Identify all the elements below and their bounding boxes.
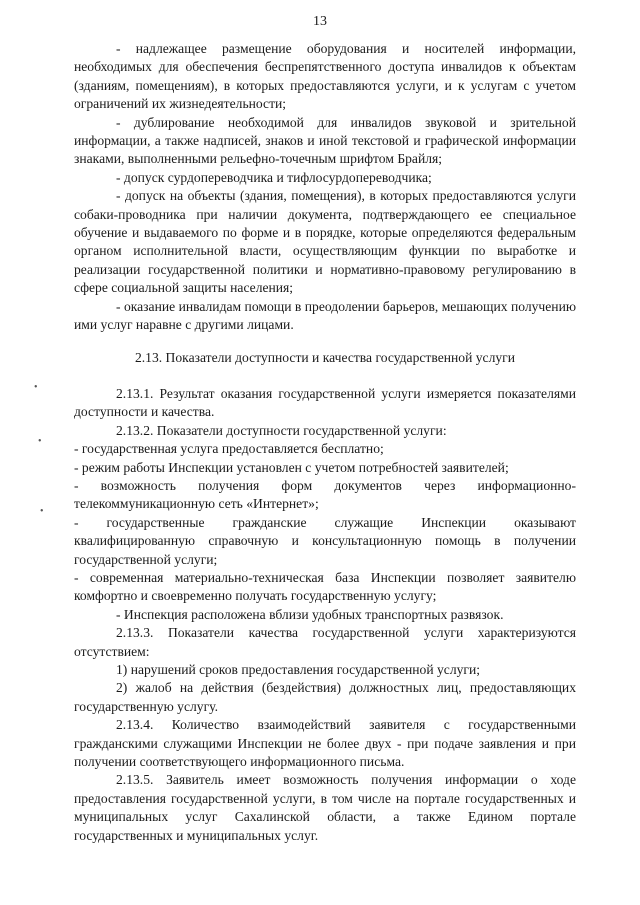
page-number: 13 — [313, 14, 327, 29]
paragraph: 2.13.1. Результат оказания государственной услуги измеряется показателями доступности и качества. — [74, 385, 576, 420]
paragraph: - государственные гражданские служащие Инспекции оказывают квалифицированную справочную и консультационную помощь в получении государственной услуги; — [74, 514, 576, 567]
paragraph: 1) нарушений сроков предоставления государственной услуги; — [116, 662, 481, 677]
scan-mark: • — [34, 382, 38, 393]
paragraph: - возможность получения форм документов через информационно-телекоммуникационную сеть «Интернет»; — [74, 477, 576, 512]
section-2-13-body — [74, 385, 576, 845]
paragraph: 2.13.5. Заявитель имеет возможность получения информации о ходе предоставления государственной услуги, в том числе на портале государственных и муниципальных услуг Сахалинской области, а также Едином портале государственных и муниципальных услуг. — [74, 772, 576, 843]
paragraph: - режим работы Инспекции установлен с учетом потребностей заявителей; — [74, 459, 509, 475]
paragraph: 2) жалоб на действия (бездействия) должностных лиц, предоставляющих государственную услугу. — [74, 680, 576, 714]
paragraph: 2.13.4. Количество взаимодействий заявителя с государственными гражданскими служащими Инспекции не более двух - при подаче заявления и при получении соответствующего информационного письма. — [74, 717, 576, 770]
list-item: - дублирование необходимой для инвалидов звуковой и зрительной информации, а также надписей, знаков и иной текстовой и графической информации знаками, выполненными рельефно-точечным шрифтом Брайля; — [74, 114, 576, 167]
paragraph: - Инспекция расположена вблизи удобных транспортных развязок. — [116, 606, 504, 622]
accessibility-requirements-list — [74, 40, 576, 335]
paragraph: 2.13.3. Показатели качества государственной услуги характеризуются отсутствием: — [74, 625, 576, 659]
scan-mark: • — [38, 436, 42, 447]
section-heading: 2.13. Показатели доступности и качества государственной услуги — [134, 349, 516, 365]
scan-mark: • — [40, 506, 44, 517]
list-item: - оказание инвалидам помощи в преодолении барьеров, мешающих получению ими услуг наравне с другими лицами. — [74, 298, 576, 333]
list-item: - допуск на объекты (здания, помещения), в которых предоставляются услуги собаки-проводника при наличии документа, подтверждающего ее специальное обучение и выдаваемого по форме и в порядке, которые определяются федеральным органом исполнительной власти, осуществляющим функции по выработке и реализации государственной политики и нормативно-правовому регулированию в сфере социальной защиты населения; — [74, 188, 576, 296]
document-body — [74, 40, 576, 845]
list-item: - допуск сурдопереводчика и тифлосурдопереводчика; — [116, 169, 432, 185]
paragraph: - современная материально-техническая база Инспекции позволяет заявителю комфортно и своевременно получать государственную услугу; — [74, 569, 576, 604]
paragraph: - государственная услуга предоставляется бесплатно; — [74, 441, 384, 457]
paragraph: 2.13.2. Показатели доступности государственной услуги: — [116, 422, 447, 438]
list-item: - надлежащее размещение оборудования и носителей информации, необходимых для обеспечения беспрепятственного доступа инвалидов к объектам (зданиям, помещениям), в которых предоставляются услуги, и к услугам с учетом ограничений их жизнедеятельности; — [74, 41, 576, 112]
